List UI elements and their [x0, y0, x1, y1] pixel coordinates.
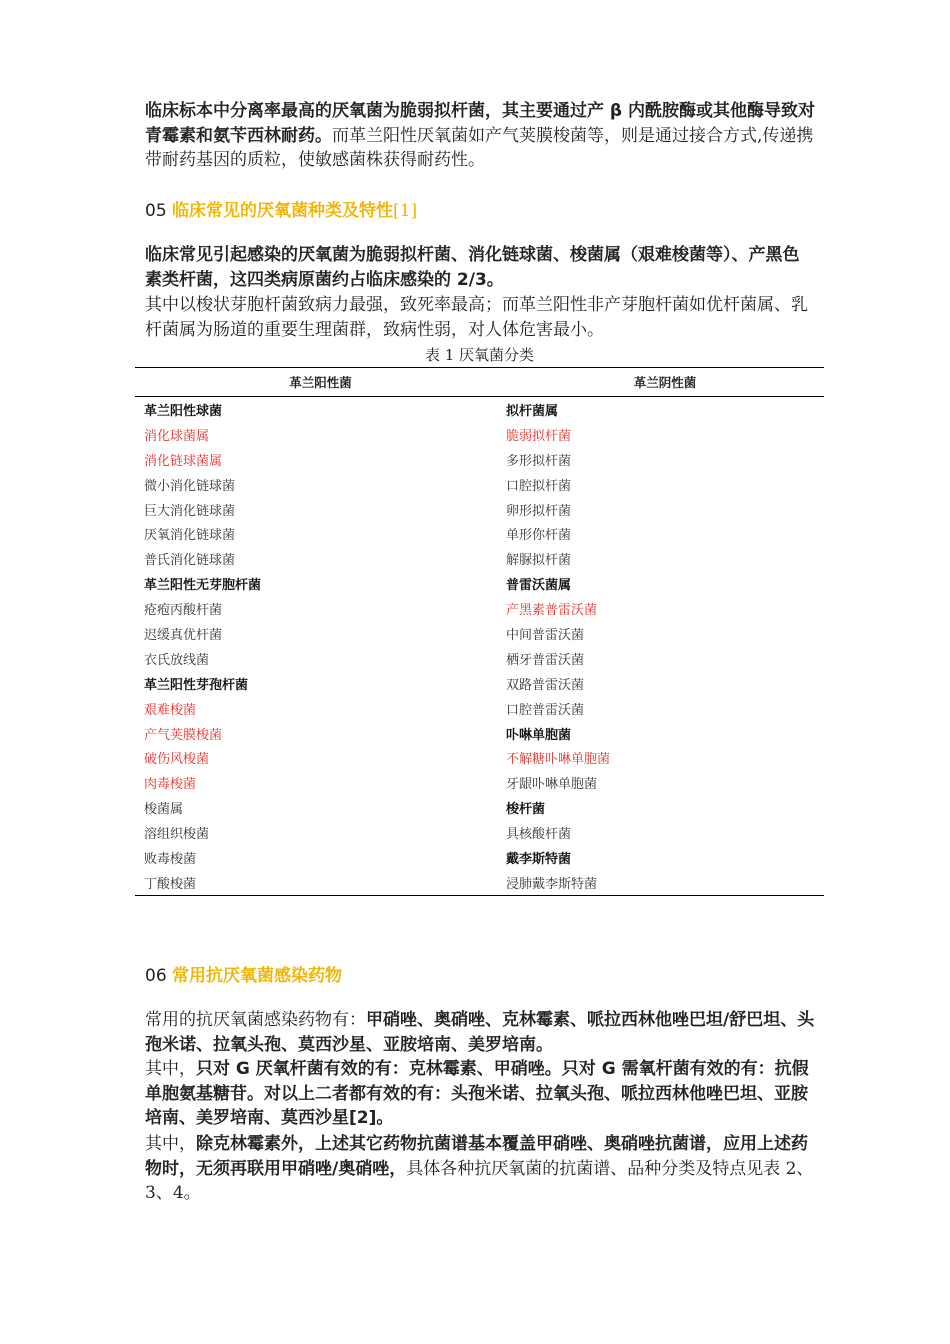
section-05-bold-text: 临床常见引起感染的厌氧菌为脆弱拟杆菌、消化链球菌、梭菌属（艰难梭菌等）、产黑色素类杆菌，这四类病原菌约占临床感染的 2/3。 — [145, 245, 800, 290]
gram-negative-cell: 多形拟杆菌 — [506, 453, 572, 469]
section-06-p1-normal: 常用的抗厌氧菌感染药物有： — [145, 1010, 366, 1030]
gram-positive-cell: 消化链球菌属 — [144, 453, 223, 469]
section-06-paragraph-1 — [145, 1008, 815, 1057]
section-05-paragraph-1 — [145, 243, 815, 292]
table-row — [135, 795, 824, 820]
gram-positive-cell: 革兰阳性无芽胞杆菌 — [144, 578, 262, 594]
table-row — [135, 721, 824, 746]
gram-negative-cell: 戴李斯特菌 — [506, 851, 572, 867]
intro-normal-text: 而革兰阳性厌氧菌如产气荚膜梭菌等，则是通过接合方式,传递携带耐药基因的质粒，使敏感菌株获得耐药性。 — [145, 125, 814, 170]
table-row — [135, 770, 824, 795]
table-row — [135, 870, 824, 895]
gram-negative-cell: 双路普雷沃菌 — [506, 677, 585, 693]
gram-positive-cell: 梭菌属 — [144, 802, 184, 818]
table-body — [135, 397, 824, 896]
gram-negative-cell: 具核酸杆菌 — [506, 827, 572, 843]
intro-paragraph — [145, 99, 815, 173]
gram-negative-cell: 口腔普雷沃菌 — [506, 702, 585, 718]
table-row — [135, 571, 824, 596]
table-row — [135, 447, 824, 472]
table-row — [135, 820, 824, 845]
section-06-paragraph-2 — [145, 1057, 815, 1131]
table-row — [135, 472, 824, 497]
section-06-heading — [145, 964, 815, 988]
gram-negative-cell: 卵形拟杆菌 — [506, 503, 572, 519]
intro-bold-text: 临床标本中分离率最高的厌氧菌为脆弱拟杆菌，其主要通过产 β 内酰胺酶或其他酶导致对青霉素和氨苄西林耐药。 — [145, 101, 816, 146]
table-header-row — [135, 368, 824, 397]
gram-positive-cell: 丁酸梭菌 — [135, 870, 506, 895]
section-05-normal-text: 其中以梭状芽胞杆菌致病力最强，致死率最高；而革兰阳性非产芽胞杆菌如优杆菌属、乳杆菌属为肠道的重要生理菌群，致病性弱，对人体危害最小。 — [145, 295, 808, 340]
section-06-p3-normal-2: 具体各种抗厌氧菌的抗菌谱、品种分类及特点见表 2、3、4。 — [145, 1158, 814, 1203]
section-06-title: 常用抗厌氧菌感染药物 — [172, 966, 343, 986]
gram-positive-cell: 革兰阳性球菌 — [144, 403, 223, 419]
table-caption: 表 1 厌氧菌分类 — [424, 346, 535, 364]
gram-negative-cell: 产黑素普雷沃菌 — [506, 603, 598, 619]
table-row — [135, 397, 824, 422]
section-06-p3-bold: 除克林霉素外，上述其它药物抗菌谱基本覆盖甲硝唑、奥硝唑抗菌谱，应用上述药物时，无须再联用甲硝唑/奥硝唑， — [145, 1134, 808, 1179]
gram-negative-cell: 脆弱拟杆菌 — [506, 428, 572, 444]
section-06-p2-bold: 只对 G 厌氧杆菌有效的有：克林霉素、甲硝唑。只对 G 需氧杆菌有效的有：抗假单胞氨基糖苷。对以上二者都有效的有：头孢米诺、拉氧头孢、哌拉西林他唑巴坦、亚胺培南、美罗培南、莫西沙星[2]。 — [145, 1059, 809, 1128]
gram-positive-cell: 肉毒梭菌 — [144, 777, 197, 793]
gram-positive-cell: 厌氧消化链球菌 — [144, 528, 236, 544]
table-row — [135, 696, 824, 721]
section-06-p3-normal-1: 其中， — [145, 1134, 196, 1154]
gram-positive-cell: 产气荚膜梭菌 — [144, 727, 223, 743]
gram-positive-cell: 疮疱丙酸杆菌 — [144, 603, 223, 619]
gram-positive-cell: 巨大消化链球菌 — [144, 503, 236, 519]
gram-positive-cell: 艰难梭菌 — [144, 702, 197, 718]
gram-negative-cell: 普雷沃菌属 — [506, 578, 572, 594]
section-06-number: 06 — [145, 966, 173, 986]
table-row — [135, 497, 824, 522]
gram-negative-cell: 梭杆菌 — [506, 802, 546, 818]
gram-positive-cell: 败毒梭菌 — [144, 851, 197, 867]
table-row — [135, 546, 824, 571]
gram-negative-cell: 口腔拟杆菌 — [506, 478, 572, 494]
gram-negative-cell: 拟杆菌属 — [506, 403, 559, 419]
gram-negative-cell: 牙龈卟啉单胞菌 — [506, 777, 598, 793]
gram-negative-cell: 不解糖卟啉单胞菌 — [506, 752, 611, 768]
table-row — [135, 745, 824, 770]
table-header-gram-negative: 革兰阴性菌 — [506, 368, 824, 397]
anaerobe-classification-table — [135, 367, 824, 896]
gram-negative-cell: 中间普雷沃菌 — [506, 627, 585, 643]
table-row — [135, 422, 824, 447]
gram-negative-cell: 单形你杆菌 — [506, 528, 572, 544]
gram-negative-cell: 卟啉单胞菌 — [506, 727, 572, 743]
section-05-title: 临床常见的厌氧菌种类及特性 — [172, 201, 394, 221]
table-header-gram-positive: 革兰阳性菌 — [135, 368, 506, 397]
gram-positive-cell: 溶组织梭菌 — [144, 827, 210, 843]
section-06-p1-bold: 甲硝唑、奥硝唑、克林霉素、哌拉西林他唑巴坦/舒巴坦、头孢米诺、拉氧头孢、莫西沙星、亚胺培南、美罗培南。 — [145, 1010, 815, 1055]
table-row — [135, 671, 824, 696]
gram-positive-cell: 消化球菌属 — [144, 428, 210, 444]
gram-positive-cell: 普氏消化链球菌 — [144, 553, 236, 569]
gram-positive-cell: 迟缓真优杆菌 — [144, 627, 223, 643]
gram-positive-cell: 破伤风梭菌 — [144, 752, 210, 768]
section-06-paragraph-3 — [145, 1132, 815, 1206]
section-05-number: 05 — [145, 201, 173, 221]
section-05-heading — [145, 199, 815, 223]
gram-negative-cell: 栖牙普雷沃菌 — [506, 652, 585, 668]
section-05-paragraph-2 — [145, 293, 815, 342]
gram-negative-cell: 浸肺戴李斯特菌 — [506, 870, 824, 895]
section-05-reference: [1] — [393, 201, 418, 221]
table-row — [135, 596, 824, 621]
table-row — [135, 646, 824, 671]
gram-positive-cell: 革兰阳性芽孢杆菌 — [144, 677, 249, 693]
table-row — [135, 621, 824, 646]
gram-negative-cell: 解脲拟杆菌 — [506, 553, 572, 569]
gram-positive-cell: 衣氏放线菌 — [144, 652, 210, 668]
table-row — [135, 845, 824, 870]
gram-positive-cell: 微小消化链球菌 — [144, 478, 236, 494]
table-row — [135, 521, 824, 546]
section-06-p2-normal: 其中， — [145, 1059, 196, 1079]
